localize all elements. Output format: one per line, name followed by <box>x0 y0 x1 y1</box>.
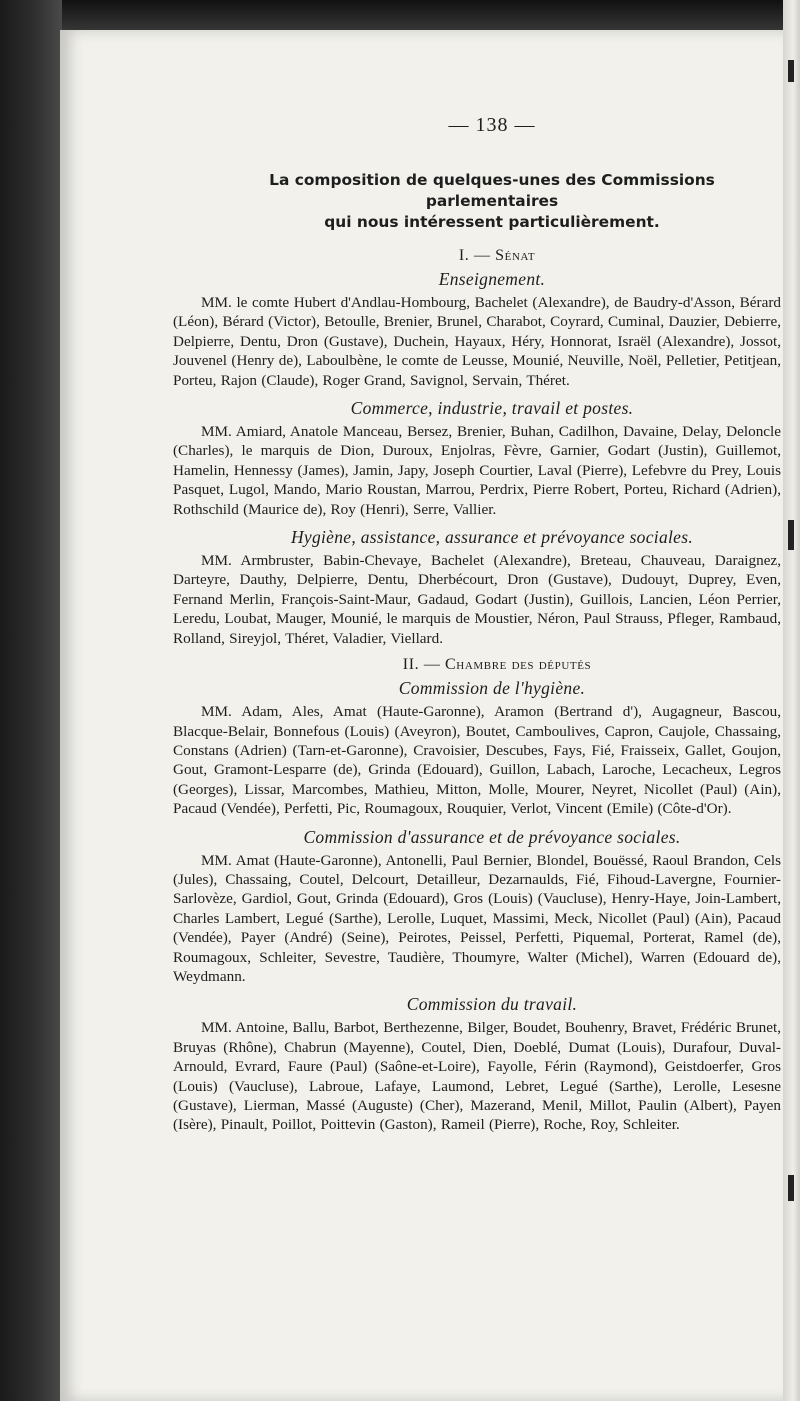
commission-members: MM. Antoine, Ballu, Barbot, Berthezenne, Bilger, Boudet, Bouhenry, Bravet, Frédéric Brunet, Bruyas (Rhône), Chabrun (Mayenne), Coutel, Dien, Doeblé, Dumat (Louis), Durafour, Duval-Arnould, Evrard, Faure (Paul) (Saône-et-Loire), Fayolle, Férin (Raymond), Geistdoerfer, Gros (Louis) (Vaucluse), Labroue, Lafaye, Laumond, Lebret, Legué (Sarthe), Lerolle, Lesesne (Gustave), Lierman, Massé (Auguste) (Cher), Mazerand, Menil, Millot, Paulin (Albert), Payen (Isère), Pinault, Poillot, Poittevin (Gaston), Rameil (Pierre), Roche, Roy, Schleiter. <box>173 1019 781 1134</box>
section-chambre-heading <box>173 656 781 674</box>
edge-mark <box>788 60 794 82</box>
edge-mark <box>788 1175 794 1201</box>
document-title-line: La composition de quelques-unes des Commissions parlementaires <box>269 171 715 210</box>
commission-heading: Enseignement. <box>438 269 546 289</box>
section-name: Sénat <box>495 247 536 264</box>
edge-mark <box>788 520 794 550</box>
page-number: — 138 — <box>448 114 536 136</box>
section-number: I. — <box>458 247 496 264</box>
commission-heading: Commission d'assurance et de prévoyance sociales. <box>303 826 681 847</box>
scan-top-shadow <box>0 0 800 34</box>
commission-members: MM. Amiard, Anatole Manceau, Bersez, Brenier, Buhan, Cadilhon, Davaine, Delay, Deloncle (Charles), le marquis de Dion, Duroux, Enjolras, Fèvre, Garnier, Godart (Justin), Guillemot, Hamelin, Hennessy (James), Jamin, Japy, Joseph Courtier, Laval (Pierre), Lefebvre du Prey, Louis Pasquet, Lugol, Mando, Mario Roustan, Marrou, Perdrix, Pierre Robert, Porteu, Richard (Adrien), Rothschild (Maurice de), Roy (Henri), Serre, Vallier. <box>173 423 781 518</box>
commission-members: MM. le comte Hubert d'Andlau-Hombourg, Bachelet (Alexandre), de Baudry-d'Asson, Bérard (Léon), Bérard (Victor), Betoulle, Brenier, Brunel, Charabot, Coyrard, Cuminal, Dauzier, Debierre, Delpierre, Dentu, Dron (Gustave), Duchein, Hayaux, Héry, Honnorat, Israël (Alexandre), Jossot, Jouvenel (Henry de), Laboulbène, le comte de Leusse, Mounié, Neuville, Noël, Pelletier, Petitjean, Porteu, Rajon (Claude), Roger Grand, Savignol, Servain, Théret. <box>173 294 781 389</box>
commission-members: MM. Amat (Haute-Garonne), Antonelli, Paul Bernier, Blondel, Bouëssé, Raoul Brandon, Cels (Jules), Chassaing, Coutel, Delcourt, Detailleur, Dezarnaulds, Fié, Fihoud-Lavergne, Fournier-Sarlovèze, Gardiol, Gout, Grinda (Edouard), Gros (Louis) (Vaucluse), Henry-Haye, Join-Lambert, Charles Lambert, Legué (Sarthe), Lerolle, Luquet, Massimi, Meck, Nicollet (Paul) (Ain), Pacaud (Vendée), Payer (André) (Seine), Peirotes, Peissel, Perfetti, Piquemal, Porterat, Ramel (de), Roumagoux, Schleiter, Sevestre, Taudière, Thoumyre, Walter (Michel), Warren (Edouard de), Weydmann. <box>173 851 781 985</box>
commission-members: MM. Adam, Ales, Amat (Haute-Garonne), Aramon (Bertrand d'), Augagneur, Bascou, Blacque-Belair, Bonnefous (Louis) (Aveyron), Boutet, Camboulives, Capron, Caujole, Chassaing, Constans (Adrien) (Tarn-et-Garonne), Cravoisier, Descubes, Fays, Fié, Fraisseix, Gallet, Goujon, Gout, Gramont-Lesparre (de), Grinda (Edouard), Guillon, Labach, Laroche, Lecacheux, Legros (Georges), Lissar, Marcombes, Mathieu, Mitton, Molle, Mourer, Neyret, Nicollet (Paul) (Ain), Pacaud (Vendée), Perfetti, Pic, Roumagoux, Rouquier, Verlot, Vincent (Emile) (Côte-d'Or). <box>173 703 781 818</box>
section-senat-heading <box>173 247 781 265</box>
section-number: II. — <box>402 656 446 674</box>
commission-heading: Commerce, industrie, travail et postes. <box>350 398 634 419</box>
page-content <box>173 114 781 1143</box>
scan-binding-shadow <box>0 0 62 1401</box>
commission-heading: Hygiène, assistance, assurance et prévoyance sociales. <box>290 527 694 548</box>
commission-heading: Commission du travail. <box>406 994 578 1015</box>
commission-members: MM. Armbruster, Babin-Chevaye, Bachelet (Alexandre), Breteau, Chauveau, Daraignez, Darteyre, Dauthy, Delpierre, Dentu, Dherbécourt, Dron (Gustave), Dudouyt, Duprey, Even, Fernand Merlin, François-Saint-Maur, Gadaud, Godart (Justin), Guillois, Lancien, Léon Perrier, Leredu, Loubat, Mauger, Mounié, le marquis de Moustier, Néron, Paul Strauss, Pfleger, Rambaud, Rolland, Sireyjol, Théret, Valadier, Viellard. <box>173 552 781 647</box>
commission-heading: Commission de l'hygiène. <box>398 678 586 699</box>
document-title <box>173 170 781 233</box>
document-title-line: qui nous intéressent particulièrement. <box>324 213 660 231</box>
section-name: Chambre des députés <box>445 656 592 674</box>
